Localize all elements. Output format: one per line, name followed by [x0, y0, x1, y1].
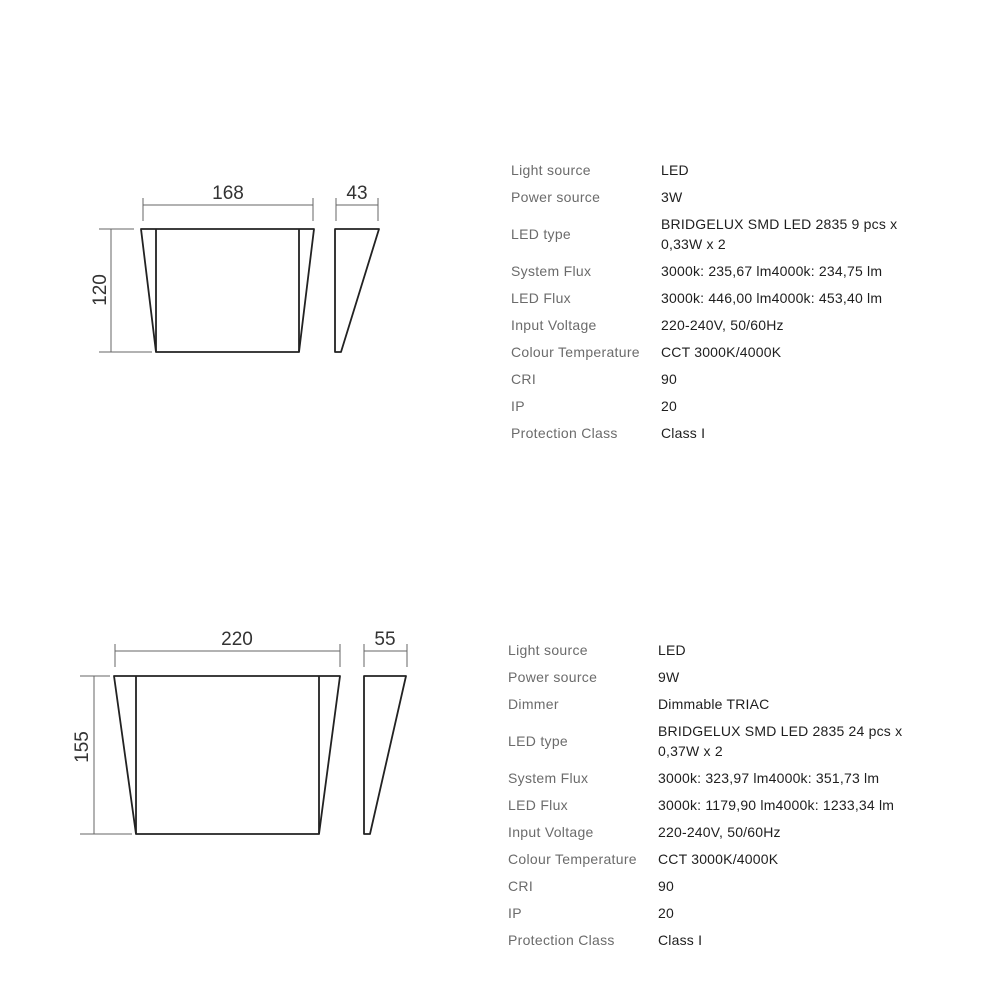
spec-label: Colour Temperature — [508, 850, 637, 867]
spec-value: 3000k: 323,97 lm4000k: 351,73 lm — [658, 769, 880, 786]
spec-value: 20 — [658, 904, 674, 921]
spec-value: 220-240V, 50/60Hz — [658, 823, 781, 840]
spec-label: Dimmer — [508, 695, 559, 712]
spec-value: CCT 3000K/4000K — [658, 850, 779, 867]
depth-label-small: 43 — [346, 183, 368, 204]
spec-value: 9W — [658, 668, 680, 685]
spec-row — [511, 392, 906, 419]
spec-label: Light source — [508, 641, 588, 658]
spec-value: 3000k: 446,00 lm4000k: 453,40 lm — [661, 289, 883, 306]
spec-label: Colour Temperature — [511, 343, 640, 360]
spec-row — [508, 690, 903, 717]
spec-row — [511, 311, 906, 338]
spec-label: IP — [511, 397, 525, 414]
spec-value: Class I — [658, 931, 703, 948]
spec-label: System Flux — [511, 262, 592, 279]
spec-row — [508, 818, 903, 845]
spec-value: 20 — [661, 397, 677, 414]
spec-row — [511, 338, 906, 365]
spec-label: LED type — [508, 732, 568, 749]
spec-row — [511, 183, 906, 210]
spec-row — [511, 419, 906, 446]
spec-label: System Flux — [508, 769, 589, 786]
spec-row — [511, 284, 906, 311]
spec-row — [508, 899, 903, 926]
spec-value: 90 — [658, 877, 674, 894]
spec-value: BRIDGELUX SMD LED 2835 24 pcs x 0,37W x 2 — [658, 722, 903, 759]
spec-row — [508, 717, 903, 764]
spec-row — [511, 365, 906, 392]
spec-row — [508, 791, 903, 818]
spec-value: BRIDGELUX SMD LED 2835 9 pcs x 0,33W x 2 — [661, 215, 898, 252]
spec-value: 220-240V, 50/60Hz — [661, 316, 784, 333]
height-label-large: 155 — [72, 731, 93, 763]
spec-row — [511, 257, 906, 284]
spec-label: Input Voltage — [511, 316, 597, 333]
spec-label: Input Voltage — [508, 823, 594, 840]
spec-value: Class I — [661, 424, 706, 441]
front-view-large — [114, 676, 340, 834]
spec-value: CCT 3000K/4000K — [661, 343, 782, 360]
spec-row — [508, 845, 903, 872]
front-view-small — [141, 229, 314, 352]
spec-row — [508, 872, 903, 899]
product-small-drawing — [90, 183, 379, 352]
spec-label: CRI — [508, 877, 534, 894]
spec-value: Dimmable TRIAC — [658, 695, 770, 712]
spec-value: LED — [661, 161, 689, 178]
spec-label: IP — [508, 904, 522, 921]
spec-value: 90 — [661, 370, 677, 387]
spec-label: Protection Class — [511, 424, 618, 441]
spec-row — [511, 156, 906, 183]
spec-table-small — [511, 156, 906, 446]
spec-table-large — [508, 636, 903, 953]
spec-label: Power source — [508, 668, 598, 685]
spec-value: 3000k: 235,67 lm4000k: 234,75 lm — [661, 262, 883, 279]
spec-label: LED type — [511, 225, 571, 242]
spec-label: LED Flux — [511, 289, 571, 306]
spec-label: CRI — [511, 370, 537, 387]
spec-row — [508, 764, 903, 791]
spec-value: 3W — [661, 188, 683, 205]
spec-value: LED — [658, 641, 686, 658]
width-label-large: 220 — [221, 629, 253, 650]
spec-row — [508, 636, 903, 663]
height-label-small: 120 — [90, 274, 111, 306]
width-label-small: 168 — [212, 183, 244, 204]
spec-row — [508, 926, 903, 953]
side-view-small — [335, 229, 379, 352]
spec-label: Protection Class — [508, 931, 615, 948]
side-view-large — [364, 676, 406, 834]
spec-label: Power source — [511, 188, 601, 205]
spec-label: LED Flux — [508, 796, 568, 813]
spec-row — [508, 663, 903, 690]
spec-value: 3000k: 1179,90 lm4000k: 1233,34 lm — [658, 796, 895, 813]
product-large-drawing — [72, 629, 407, 834]
spec-row — [511, 210, 906, 257]
depth-label-large: 55 — [374, 629, 396, 650]
spec-label: Light source — [511, 161, 591, 178]
